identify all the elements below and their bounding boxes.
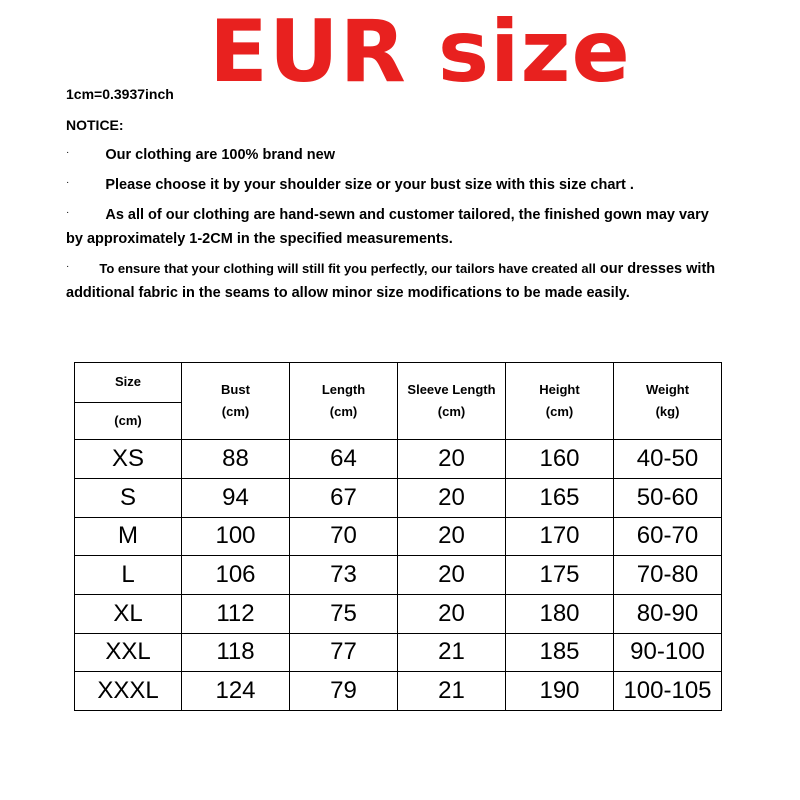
height-cell: 185 xyxy=(506,633,614,672)
sleeve-length-cell: 21 xyxy=(398,633,506,672)
table-row xyxy=(75,672,722,711)
header-label: Sleeve Length xyxy=(407,382,496,398)
sleeve-length-cell: 20 xyxy=(398,594,506,633)
notice-text: To ensure that your clothing will still fit you perfectly, our tailors have created all xyxy=(99,261,596,276)
notice-item xyxy=(66,257,726,305)
size-cell: M xyxy=(75,517,182,556)
length-header-cell xyxy=(290,363,398,440)
header-label: Bust xyxy=(221,382,250,398)
bust-cell: 94 xyxy=(182,478,290,517)
header-unit: (cm) xyxy=(437,404,466,420)
sleeve-length-cell: 21 xyxy=(398,672,506,711)
bust-cell: 106 xyxy=(182,556,290,595)
height-cell: 170 xyxy=(506,517,614,556)
table-row xyxy=(75,478,722,517)
notice-text: Please choose it by your shoulder size or your bust size with this size chart . xyxy=(105,177,634,193)
notice-heading: NOTICE: xyxy=(66,117,124,133)
length-cell: 64 xyxy=(290,440,398,479)
size-cell: XL xyxy=(75,594,182,633)
header-unit: (kg) xyxy=(655,404,680,420)
table-row xyxy=(75,556,722,595)
sleeve-length-cell: 20 xyxy=(398,556,506,595)
header-label: Height xyxy=(539,382,580,398)
sleeve-length-cell: 20 xyxy=(398,440,506,479)
size-cell: XS xyxy=(75,440,182,479)
weight-cell: 60-70 xyxy=(614,517,722,556)
notice-text: dresses with additional fabric in the seams to allow minor size modifications to be made easily. xyxy=(66,261,716,301)
sleeve-length-cell: 20 xyxy=(398,517,506,556)
length-cell: 67 xyxy=(290,478,398,517)
height-cell: 160 xyxy=(506,440,614,479)
table-row xyxy=(75,594,722,633)
page-title: EUR size xyxy=(209,2,631,102)
size-unit-label: (cm) xyxy=(114,413,142,428)
weight-cell: 90-100 xyxy=(614,633,722,672)
weight-cell: 50-60 xyxy=(614,478,722,517)
size-cell: XXL xyxy=(75,633,182,672)
height-cell: 190 xyxy=(506,672,614,711)
sleeve-length-header-cell xyxy=(398,363,506,440)
height-cell: 175 xyxy=(506,556,614,595)
bust-header-cell xyxy=(182,363,290,440)
weight-header-cell xyxy=(614,363,722,440)
bust-cell: 88 xyxy=(182,440,290,479)
notice-item xyxy=(66,173,726,197)
sleeve-length-cell: 20 xyxy=(398,478,506,517)
notice-item xyxy=(66,143,726,167)
height-header-cell xyxy=(506,363,614,440)
table-row xyxy=(75,633,722,672)
size-cell: S xyxy=(75,478,182,517)
header-label: Weight xyxy=(645,382,690,398)
length-cell: 79 xyxy=(290,672,398,711)
bust-cell: 100 xyxy=(182,517,290,556)
unit-conversion: 1cm=0.3937inch xyxy=(66,86,174,102)
bust-cell: 118 xyxy=(182,633,290,672)
size-cell: XXXL xyxy=(75,672,182,711)
notice-item xyxy=(66,203,726,251)
weight-cell: 40-50 xyxy=(614,440,722,479)
size-unit-cell xyxy=(75,402,182,440)
length-cell: 73 xyxy=(290,556,398,595)
table-row xyxy=(75,440,722,479)
notice-text: As all of our clothing are hand-sewn and customer tailored, the finished gown may vary by approximately 1-2CM in the specified measurements. xyxy=(66,207,709,247)
bullet: · xyxy=(66,261,70,272)
bullet: · xyxy=(66,147,70,158)
height-cell: 165 xyxy=(506,478,614,517)
weight-cell: 100-105 xyxy=(614,672,722,711)
header-unit: (cm) xyxy=(329,404,358,420)
header-label: Length xyxy=(321,382,366,398)
bust-cell: 112 xyxy=(182,594,290,633)
size-header-cell xyxy=(75,363,182,403)
size-chart-table xyxy=(74,362,722,711)
size-header-label: Size xyxy=(114,374,141,390)
bullet: · xyxy=(66,177,70,188)
size-cell: L xyxy=(75,556,182,595)
header-unit: (cm) xyxy=(545,404,574,420)
notice-text: our xyxy=(599,261,624,277)
height-cell: 180 xyxy=(506,594,614,633)
weight-cell: 70-80 xyxy=(614,556,722,595)
length-cell: 70 xyxy=(290,517,398,556)
table-row xyxy=(75,517,722,556)
header-unit: (cm) xyxy=(221,404,250,420)
bust-cell: 124 xyxy=(182,672,290,711)
length-cell: 77 xyxy=(290,633,398,672)
notice-text: Our clothing are 100% brand new xyxy=(105,147,335,163)
bullet: · xyxy=(66,207,70,218)
length-cell: 75 xyxy=(290,594,398,633)
weight-cell: 80-90 xyxy=(614,594,722,633)
